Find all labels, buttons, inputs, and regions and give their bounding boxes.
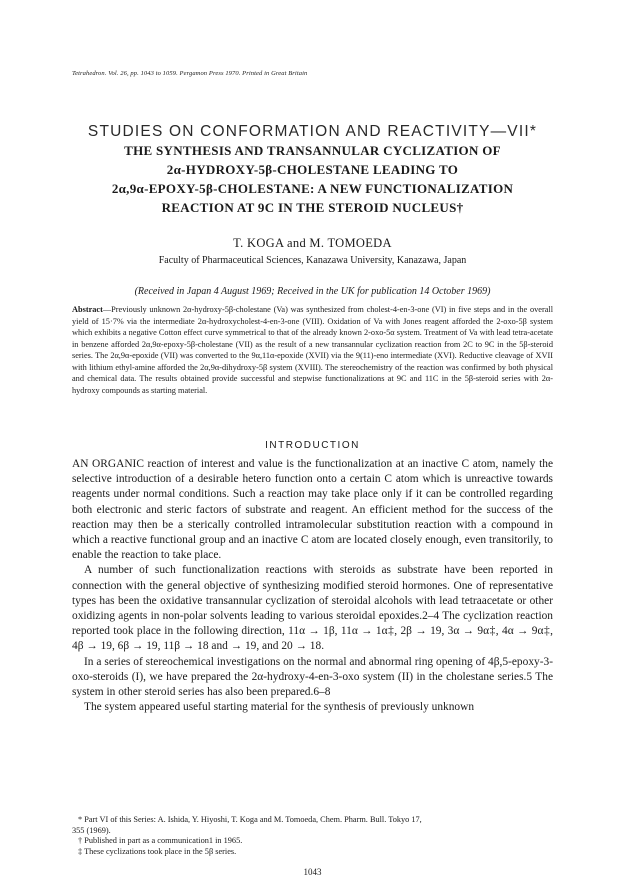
title-line: REACTION AT 9C IN THE STEROID NUCLEUS† bbox=[161, 200, 464, 215]
received-dates: (Received in Japan 4 August 1969; Received in the UK for publication 14 October 1969) bbox=[134, 286, 491, 297]
footnote: ‡ These cyclizations took place in the 5β series. bbox=[78, 846, 237, 856]
paragraph: A number of such functionalization reactions with steroids as substrate have been reported in connection with the general objective of synthesizing modified steroid hormones. One of representative types has been the oxidative transannular cyclization of steroidal alcohols with lead tetraacetate or other oxidizing agents in non-polar solvents leading to various steroidal epoxides.2–4 The cyclization reaction reported took place in the following direction, 11α → 1β, 11α → 1α‡, 2β → 19, 3α → 9α‡, 4α → 9α‡, 4β → 19, 6β → 19, 11β → 18 and → 19, and 20 → 18. bbox=[72, 564, 553, 653]
footnote: † Published in part as a communication1 in 1965. bbox=[78, 836, 243, 845]
affiliation: Faculty of Pharmaceutical Sciences, Kanazawa University, Kanazawa, Japan bbox=[158, 255, 467, 266]
page-number: 1043 bbox=[303, 867, 322, 877]
title-line: 2α-HYDROXY-5β-CHOLESTANE LEADING TO bbox=[166, 162, 459, 177]
paragraph: In a series of stereochemical investigations on the normal and abnormal ring opening of 4β,5-epoxy-3-oxo-steroids (I), we have prepared the 2α-hydroxy-4-en-3-oxo system (II) in the cholestane series.5 The system in other steroid series has also been prepared.6–8 bbox=[72, 655, 553, 699]
abstract-label: Abstract bbox=[72, 305, 103, 314]
abstract bbox=[72, 304, 553, 396]
title-line: THE SYNTHESIS AND TRANSANNULAR CYCLIZATION OF bbox=[124, 143, 501, 158]
series-title: STUDIES ON CONFORMATION AND REACTIVITY—VII* bbox=[87, 123, 538, 140]
footnotes bbox=[72, 815, 553, 857]
introduction-body bbox=[72, 457, 553, 715]
abstract-text: —Previously unknown 2α-hydroxy-5β-cholestane (Va) was synthesized from cholest-4-en-3-one (VI) in five steps and in the overall yield of 15·7% via the intermediate 2α-hydroxycholest-4-en-3-one (VIII). Oxidation of Va with Jones reagent afforded the 2-oxo-5β system which exhibits a negative Cotton effect curve symmetrical to that of the already known 2-oxo-5α system. Treatment of Va with lead tetra-acetate in benzene afforded 2α,9α-epoxy-5β-cholestane (VII) as the result of a new transannular cyclization reaction from 2C to 9C in the 5β-steroid series. The 2α,9α-epoxide (VII) was converted to the 9α,11α-epoxide (XVII) via the 9(11)-eno intermediate (XVI). Reductive cleavage of XVII with lithium ethyl-amine afforded the 2α,9α-dihydroxy-5β system (XVIII). The stereochemistry of the reaction was confirmed by both physical and chemical data. The results obtained provide successful and stepwise functionalizations at 9C and 11C in the 5β-steroid series with 2α-hydroxy compounds as starting material. bbox=[72, 305, 553, 395]
paragraph: The system appeared useful starting material for the synthesis of previously unknown bbox=[84, 701, 475, 714]
section-heading: INTRODUCTION bbox=[265, 440, 360, 451]
paragraph: AN ORGANIC reaction of interest and value is the functionalization at an inactive C atom, namely the selective introduction of a desirable hetero function onto a certain C atom which is unreactive towards reagents under normal conditions. Such a reaction may take place only if it can be controlled regarding both electronic and steric factors of substrate and reagent. An efficient method for the success of the reaction may then be a sterically controlled intramolecular substitution reaction with a compound in which a reactive functional group and an inactive C atom are located closely enough, even transitorily, to enable the reaction to take place. bbox=[72, 458, 553, 562]
footnote: 355 (1969). bbox=[72, 825, 111, 835]
footnote: * Part VI of this Series: A. Ishida, Y. Hiyoshi, T. Koga and M. Tomoeda, Chem. Pharm. Bull. Tokyo 17, bbox=[78, 815, 422, 824]
title-line: 2α,9α-EPOXY-5β-CHOLESTANE: A NEW FUNCTIONALIZATION bbox=[111, 181, 514, 196]
journal-citation: Tetrahedron. Vol. 26, pp. 1043 to 1059. Pergamon Press 1970. Printed in Great Britain bbox=[72, 70, 308, 77]
paper-title bbox=[60, 141, 565, 217]
authors: T. KOGA and M. TOMOEDA bbox=[233, 236, 392, 250]
